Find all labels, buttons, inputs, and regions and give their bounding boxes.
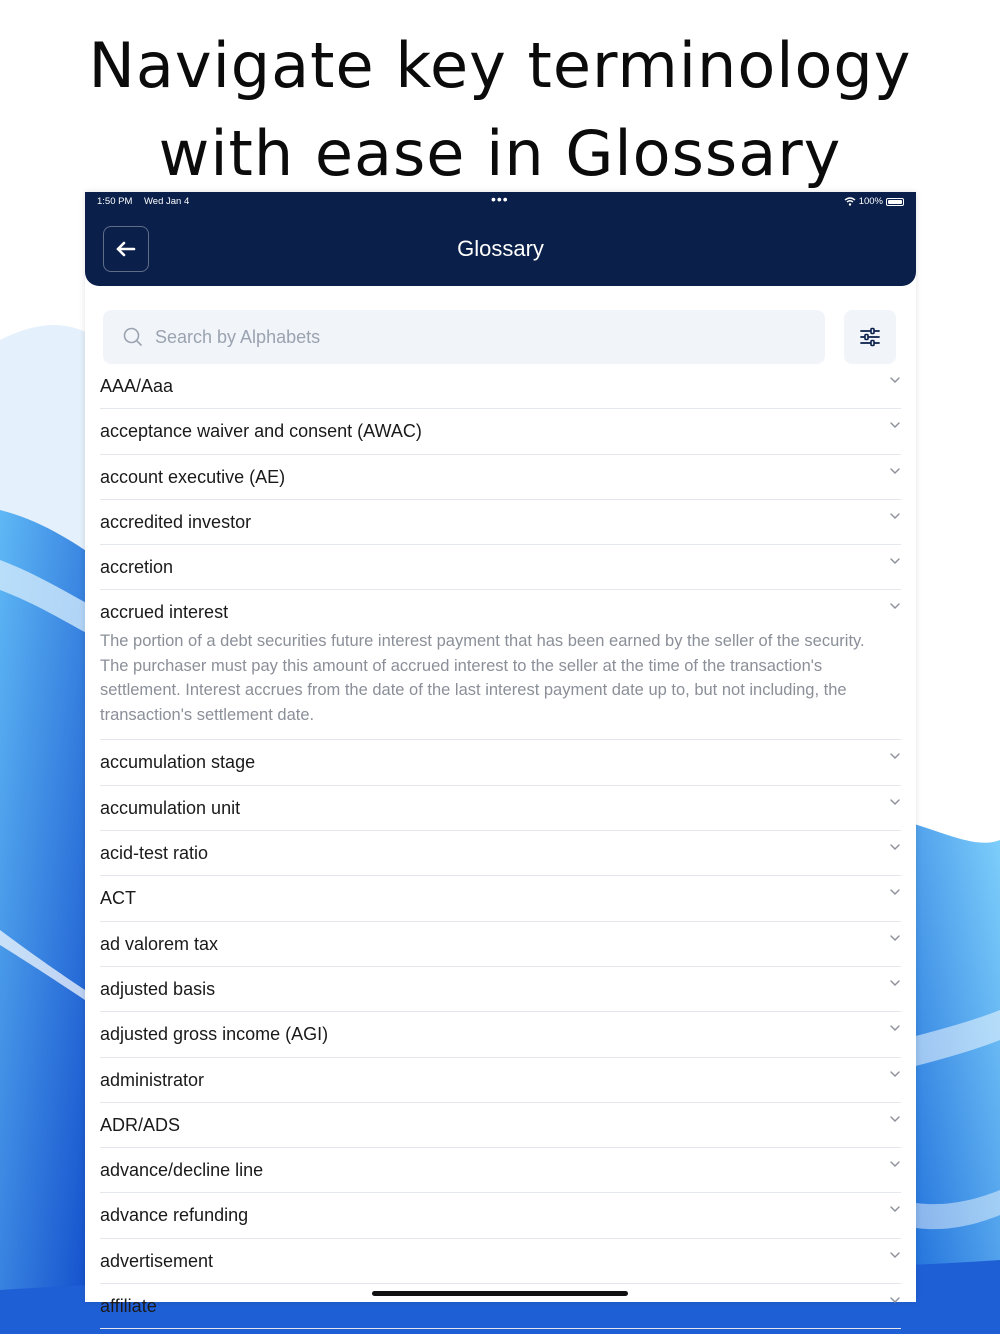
page-title: Glossary — [457, 236, 544, 261]
wifi-icon — [844, 197, 856, 206]
battery-percent: 100% — [858, 196, 883, 207]
glossary-row[interactable] — [100, 1103, 901, 1148]
glossary-row[interactable] — [100, 590, 901, 740]
glossary-row[interactable] — [100, 409, 901, 454]
sliders-icon — [860, 328, 880, 346]
glossary-term: advance refunding — [100, 1205, 249, 1226]
glossary-row[interactable] — [100, 876, 901, 921]
glossary-term: ad valorem tax — [100, 933, 219, 954]
glossary-row[interactable] — [100, 922, 901, 967]
chevron-down-icon[interactable] — [889, 376, 901, 384]
chevron-down-icon[interactable] — [889, 1205, 901, 1213]
headline-line-1: Navigate key terminology — [88, 29, 912, 102]
multitasking-dots[interactable]: ••• — [491, 191, 509, 207]
status-date: Wed Jan 4 — [144, 196, 190, 207]
chevron-down-icon[interactable] — [889, 843, 901, 851]
chevron-down-icon[interactable] — [889, 1296, 901, 1304]
status-time: 1:50 PM — [97, 196, 133, 207]
glossary-term: acid-test ratio — [100, 843, 209, 864]
chevron-down-icon[interactable] — [889, 934, 901, 942]
glossary-row[interactable] — [100, 455, 901, 500]
glossary-row[interactable] — [100, 1239, 901, 1284]
glossary-row[interactable] — [100, 831, 901, 876]
home-indicator — [372, 1291, 628, 1296]
glossary-row[interactable] — [100, 364, 901, 409]
search-icon — [123, 327, 143, 347]
headline — [0, 22, 1000, 198]
headline-line-2: with ease in Glossary — [158, 117, 842, 190]
glossary-term: advance/decline line — [100, 1160, 264, 1181]
glossary-row[interactable] — [100, 1058, 901, 1103]
glossary-term: accretion — [100, 557, 174, 578]
chevron-down-icon[interactable] — [889, 557, 901, 565]
glossary-term: account executive (AE) — [100, 466, 286, 487]
chevron-down-icon[interactable] — [889, 421, 901, 429]
glossary-row[interactable] — [100, 545, 901, 590]
glossary-term: accumulation unit — [100, 797, 241, 818]
glossary-row[interactable] — [100, 1148, 901, 1193]
chevron-down-icon[interactable] — [889, 1070, 901, 1078]
search-input[interactable] — [155, 310, 805, 364]
glossary-term: advertisement — [100, 1250, 214, 1271]
glossary-row[interactable] — [100, 500, 901, 545]
glossary-row[interactable] — [100, 786, 901, 831]
chevron-down-icon[interactable] — [889, 1024, 901, 1032]
glossary-row[interactable] — [100, 740, 901, 785]
battery-icon — [886, 198, 904, 206]
chevron-down-icon[interactable] — [889, 512, 901, 520]
glossary-term: adjusted basis — [100, 978, 216, 999]
app-bar — [85, 192, 916, 286]
chevron-down-icon[interactable] — [889, 798, 901, 806]
glossary-term: accrued interest — [100, 602, 229, 623]
chevron-down-icon[interactable] — [889, 467, 901, 475]
glossary-term: ACT — [100, 888, 136, 909]
glossary-term: adjusted gross income (AGI) — [100, 1024, 329, 1045]
glossary-term: accumulation stage — [100, 752, 256, 773]
glossary-row[interactable] — [100, 1193, 901, 1238]
glossary-term: AAA/Aaa — [100, 376, 174, 396]
tablet-screen — [85, 191, 916, 1317]
chevron-down-icon[interactable] — [889, 1251, 901, 1259]
glossary-term: accredited investor — [100, 511, 252, 532]
glossary-row[interactable] — [100, 967, 901, 1012]
chevron-down-icon[interactable] — [889, 1160, 901, 1168]
search-bar[interactable] — [103, 310, 825, 364]
glossary-row[interactable] — [100, 1012, 901, 1057]
glossary-list — [85, 364, 916, 1329]
glossary-definition: The portion of a debt securities future interest payment that has been earned by the seller of the security. The purchaser must pay this amount of accrued interest to the seller at the time of the transaction's settlement. Interest accrues from the date of the last interest payment date up to, but not including, the transaction's settlement date. — [100, 632, 865, 724]
glossary-term: ADR/ADS — [100, 1114, 181, 1135]
glossary-term: acceptance waiver and consent (AWAC) — [100, 421, 422, 442]
chevron-down-icon[interactable] — [889, 1115, 901, 1123]
glossary-term: affiliate — [100, 1296, 157, 1317]
glossary-term: administrator — [100, 1069, 205, 1090]
chevron-down-icon[interactable] — [889, 979, 901, 987]
chevron-down-icon[interactable] — [889, 888, 901, 896]
status-right — [844, 196, 904, 207]
status-bar — [97, 191, 904, 210]
chevron-down-icon[interactable] — [889, 752, 901, 760]
chevron-down-icon[interactable] — [889, 602, 901, 610]
filter-button[interactable] — [844, 310, 896, 364]
